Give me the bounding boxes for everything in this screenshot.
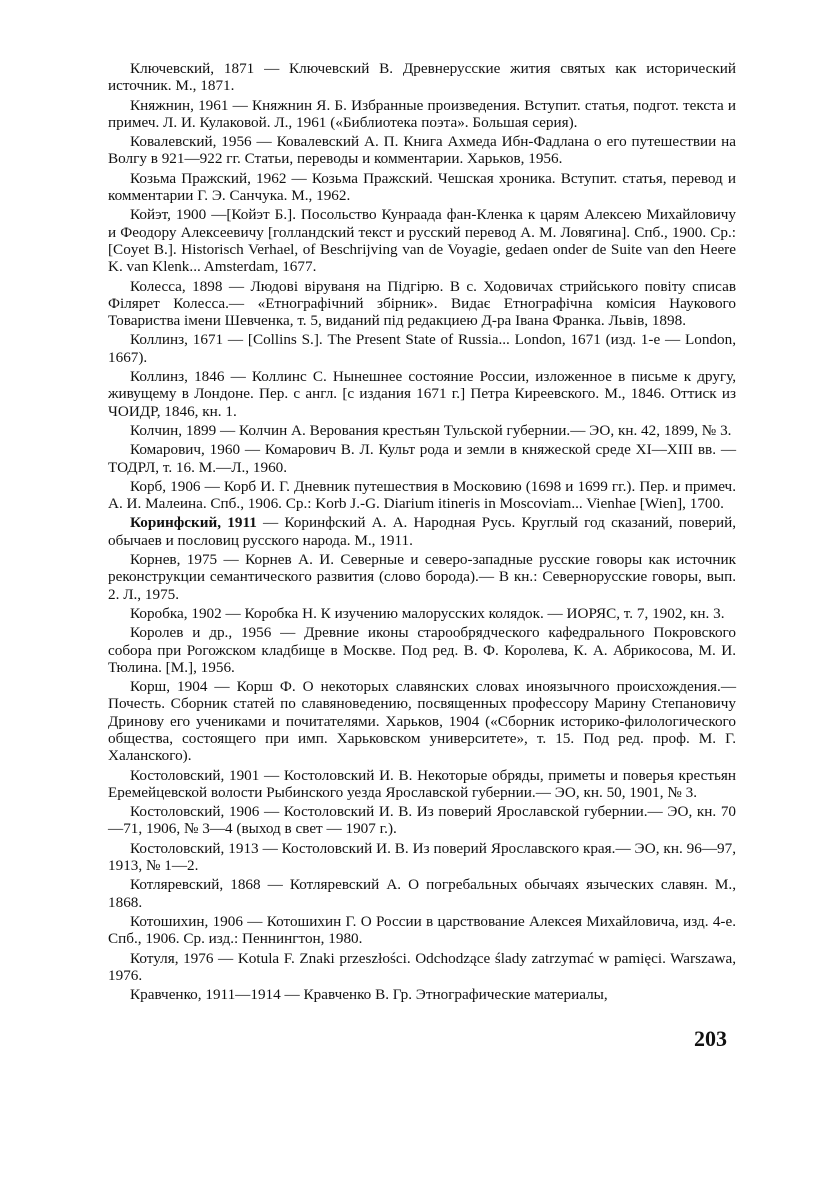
entry-text: — Людові віруваня на Підгірю. В с. Ходовичах стрийського повіту списав Філярет Колесса.— «Етнографічний збірник». Видає Етнографічна комісия Наукового Товариства імени Шевченка, т. 5, виданий під редакциею Д-ра Івана Франка. Львів, 1898. — [108, 277, 736, 330]
entry-key: Костоловский, 1901 — [130, 766, 260, 784]
entry-text: — Корб И. Г. Дневник путешествия в Московию (1698 и 1699 гг.). Пер. и примеч. А. И. Малеина. Спб., 1906. Ср.: Korb J.-G. Diarium itineris in Moscoviam... Vienhae [Wien], 1700. — [108, 477, 736, 513]
entry-text: — Ключевский В. Древнерусские жития святых как исторический источник. М., 1871. — [108, 60, 737, 95]
bibliography-entry — [108, 624, 736, 676]
entry-key: Котуля, 1976 — [130, 949, 214, 967]
entry-text: — Коробка Н. К изучению малорусских колядок. — ИОРЯС, т. 7, 1902, кн. 3. — [225, 604, 725, 622]
entry-key: Коллинз, 1846 — [130, 368, 225, 386]
bibliography-entry — [108, 767, 736, 802]
entry-text: — Костоловский И. В. Из поверий Ярославской губернии.— ЭО, кн. 70—71, 1906, № 3—4 (выход в свет — 1907 г.). — [108, 803, 737, 838]
entry-text: — Коринфский А. А. Народная Русь. Круглый год сказаний, поверий, обычаев и пословиц русского народа. М., 1911. — [108, 514, 736, 549]
bibliography-entry — [108, 876, 736, 911]
entry-key: Корнев, 1975 — [130, 551, 218, 569]
entry-key: Ковалевский, 1956 — [130, 133, 252, 151]
entry-key: Ключевский, 1871 — [130, 60, 255, 77]
entry-key: Княжнин, 1961 — [130, 96, 229, 114]
entry-key: Костоловский, 1913 — [130, 839, 259, 857]
entry-text: — Котошихин Г. О России в царствование Алексея Михайловича, изд. 4-е. Спб., 1906. Ср. изд.: Пеннингтон, 1980. — [108, 912, 737, 948]
bibliography-entry — [108, 986, 736, 1003]
bibliography-entry — [108, 368, 736, 420]
entry-key: Костоловский, 1906 — [130, 803, 260, 821]
bibliography-entry — [108, 605, 736, 622]
entry-text: — [Collins S.]. The Present State of Russia... London, 1671 (изд. 1-е — London, 1667). — [108, 331, 736, 366]
entry-key: Королев и др., 1956 — [130, 624, 272, 642]
bibliography-entry — [108, 133, 736, 168]
entry-key: Кравченко, 1911—1914 — [130, 986, 281, 1004]
bibliography-entry — [108, 514, 736, 549]
bibliography-entry — [108, 840, 736, 875]
entry-text: — Ковалевский А. П. Книга Ахмеда Ибн-Фадлана о его путешествии на Волгу в 921—922 гг. Статьи, переводы и комментарии. Харьков, 1956. — [108, 133, 736, 168]
bibliography-entry — [108, 441, 736, 476]
entry-text: —[Койэт Б.]. Посольство Кунраада фан-Кленка к царям Алексею Михайловичу и Феодору Алексеевичу [голландский текст и русский перевод А. М. Ловягина]. Спб., 1900. Ср.: [Coyet B.]. Historisch Verhael, of Beschrijving van de Voyagie, gedaen onder de Suite van den Heere K. van Klenk... Amsterdam, 1677. — [108, 206, 737, 276]
entry-text: — Комарович В. Л. Культ рода и земли в княжеской среде XI—XIII вв. — ТОДРЛ, т. 16. М.—Л., 1960. — [108, 441, 737, 476]
entry-key: Коллинз, 1671 — [130, 331, 224, 349]
bibliography-entry — [108, 913, 736, 948]
bibliography-entry — [108, 950, 736, 985]
entry-key: Котляревский, 1868 — [130, 876, 261, 894]
entry-text: — Княжнин Я. Б. Избранные произведения. Вступит. статья, подгот. текста и примеч. Л. И. Кулаковой. Л., 1961 («Библиотека поэта». Большая серия). — [108, 96, 737, 131]
entry-key: Коробка, 1902 — [130, 604, 222, 622]
bibliography-entry — [108, 803, 736, 838]
entry-text: — Костоловский И. В. Некоторые обряды, приметы и поверья крестьян Еремейцевской волости Рыбинского уезда Ярославской губернии.— ЭО, кн. 50, 1901, № 3. — [108, 766, 736, 801]
entry-text: — Коллинс С. Нынешнее состояние России, изложенное в письме к другу, живущему в Лондоне. Пер. с англ. [с издания 1671 г.] Петра Киреевского. М., 1846. Оттиск из ЧОИДР, 1846, кн. 1. — [108, 368, 737, 420]
bibliography-entry — [108, 97, 736, 132]
entry-key: Корб, 1906 — [130, 477, 201, 495]
entry-text: — Кравченко В. Гр. Этнографические материалы, — [284, 986, 608, 1004]
entry-text: — Корнев А. И. Северные и северо-западные русские говоры как источник реконструкции семантического развития (слово борода).— В кн.: Севернорусские говоры, вып. 2. Л., 1975. — [108, 551, 736, 603]
entry-key: Козьма Пражский, 1962 — [130, 169, 287, 187]
entry-text: — Козьма Пражский. Чешская хроника. Вступит. статья, перевод и комментарии Г. Э. Санчука. М., 1962. — [108, 169, 737, 205]
entry-text: — Корш Ф. О некоторых славянских словах иноязычного происхождения.— Почесть. Сборник статей по славяноведению, посвященных профессору Марину Степановичу Дринову его учениками и почитателями. Харьков, 1904 («Сборник историко-филологического общества, состоящего при имп. Харьковском университете», т. 15. Под ред. проф. М. Г. Халанского). — [108, 678, 737, 765]
bibliography-entry — [108, 170, 736, 205]
entry-key: Корш, 1904 — [130, 678, 208, 696]
bibliography-entry — [108, 422, 736, 439]
entry-text: — Котляревский А. О погребальных обычаях языческих славян. М., 1868. — [108, 876, 737, 911]
bibliography-entry — [108, 551, 736, 603]
bibliography-entry — [108, 478, 736, 513]
bibliography-list — [108, 60, 736, 1005]
bibliography-entry — [108, 331, 736, 366]
bibliography-entry — [108, 60, 736, 95]
bibliography-entry — [108, 278, 736, 330]
entry-key: Котошихин, 1906 — [130, 912, 243, 930]
entry-text: — Древние иконы старообрядческого кафедрального Покровского собора при Рогожском кладбище в Москве. Под ред. В. Ф. Королева, К. А. Абрикосова, М. И. Тюлина. [М.], 1956. — [108, 624, 736, 676]
bibliography-entry — [108, 678, 736, 764]
entry-key: Колчин, 1899 — [130, 421, 217, 439]
entry-text: — Колчин А. Верования крестьян Тульской губернии.— ЭО, кн. 42, 1899, № 3. — [220, 421, 732, 439]
bibliography-entry — [108, 206, 736, 275]
entry-text: — Костоловский И. В. Из поверий Ярославского края.— ЭО, кн. 96—97, 1913, № 1—2. — [108, 839, 737, 875]
entry-text: — Kotula F. Znaki przeszłości. Odchodzące ślady zatrzymać w pamięci. Warszawa, 1976. — [108, 949, 737, 984]
entry-key: Колесса, 1898 — [130, 277, 223, 295]
entry-key: Комарович, 1960 — [130, 441, 241, 459]
entry-key: Коринфский, 1911 — [130, 514, 257, 532]
page-number: 203 — [694, 1026, 727, 1051]
entry-key: Койэт, 1900 — [130, 206, 207, 224]
